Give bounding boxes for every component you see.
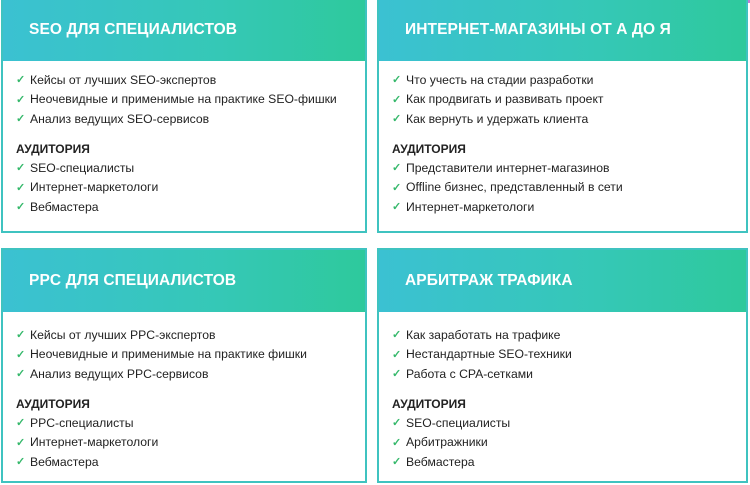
feature-label: Неочевидные и применимые на практике SEO-фишки [30, 92, 337, 107]
feature-list [392, 70, 746, 129]
feature-item [16, 364, 365, 384]
audience-item [392, 432, 746, 452]
audience-list [16, 413, 365, 472]
checkmark-icon: ✓ [392, 348, 402, 361]
card-header [3, 0, 365, 61]
checkmark-icon: ✓ [16, 456, 26, 469]
feature-label: Нестандартные SEO-техники [406, 347, 572, 362]
checkmark-icon: ✓ [392, 329, 402, 342]
feature-item [392, 109, 746, 129]
audience-item [392, 197, 746, 217]
checkmark-icon: ✓ [16, 162, 26, 175]
audience-label: Интернет-маркетологи [406, 199, 535, 214]
feature-list [16, 325, 365, 384]
audience-item [16, 413, 365, 433]
feature-label: Анализ ведущих PPC-сервисов [30, 366, 209, 381]
audience-item [392, 177, 746, 197]
checkmark-icon: ✓ [16, 348, 26, 361]
audience-list [392, 413, 746, 472]
audience-heading: АУДИТОРИЯ [392, 141, 466, 156]
audience-label: Вебмастера [406, 454, 475, 469]
card-header [3, 250, 365, 312]
audience-label: Вебмастера [30, 454, 99, 469]
feature-item [392, 364, 746, 384]
feature-item [16, 70, 365, 90]
feature-label: Кейсы от лучших SEO-экспертов [30, 72, 217, 87]
audience-item [392, 452, 746, 472]
feature-label: Как заработать на трафике [406, 327, 561, 342]
card-title: SEO ДЛЯ СПЕЦИАЛИСТОВ [29, 21, 238, 38]
audience-heading: АУДИТОРИЯ [16, 141, 90, 156]
card-body [3, 312, 365, 472]
feature-item [16, 90, 365, 110]
checkmark-icon: ✓ [16, 113, 26, 126]
feature-item [392, 70, 746, 90]
checkmark-icon: ✓ [392, 181, 402, 194]
checkmark-icon: ✓ [392, 436, 402, 449]
feature-list [392, 325, 746, 384]
feature-label: Анализ ведущих SEO-сервисов [30, 111, 210, 126]
card-ppc [1, 248, 367, 483]
audience-label: Вебмастера [30, 199, 99, 214]
card-arbitrage [377, 248, 748, 483]
audience-item [16, 197, 365, 217]
feature-label: Кейсы от лучших PPC-экспертов [30, 327, 216, 342]
audience-item [16, 432, 365, 452]
feature-label: Как продвигать и развивать проект [406, 92, 604, 107]
audience-label: Арбитражники [406, 435, 488, 450]
feature-label: Что учесть на стадии разработки [406, 72, 594, 87]
card-title: PPC ДЛЯ СПЕЦИАЛИСТОВ [29, 272, 237, 289]
checkmark-icon: ✓ [392, 93, 402, 106]
audience-item [16, 177, 365, 197]
feature-item [392, 325, 746, 345]
audience-label: Интернет-маркетологи [30, 435, 159, 450]
audience-item [16, 452, 365, 472]
checkmark-icon: ✓ [16, 436, 26, 449]
checkmark-icon: ✓ [392, 417, 402, 430]
card-body [379, 61, 746, 217]
card-ecommerce [377, 0, 748, 233]
audience-label: SEO-специалисты [406, 415, 511, 430]
audience-item [392, 158, 746, 178]
audience-item [392, 413, 746, 433]
audience-label: Offline бизнес, представленный в сети [406, 180, 623, 195]
audience-heading: АУДИТОРИЯ [392, 396, 466, 411]
checkmark-icon: ✓ [392, 162, 402, 175]
card-body [3, 61, 365, 217]
card-title: АРБИТРАЖ ТРАФИКА [405, 272, 573, 289]
feature-item [16, 109, 365, 129]
card-title: ИНТЕРНЕТ-МАГАЗИНЫ ОТ А ДО Я [405, 21, 671, 38]
checkmark-icon: ✓ [16, 74, 26, 87]
feature-label: Неочевидные и применимые на практике фишки [30, 347, 307, 362]
feature-item [392, 345, 746, 365]
audience-label: Представители интернет-магазинов [406, 160, 610, 175]
feature-label: Работа с CPA-сетками [406, 366, 533, 381]
audience-label: Интернет-маркетологи [30, 180, 159, 195]
feature-list [16, 70, 365, 129]
checkmark-icon: ✓ [392, 74, 402, 87]
audience-list [392, 158, 746, 217]
audience-label: SEO-специалисты [30, 160, 135, 175]
checkmark-icon: ✓ [16, 368, 26, 381]
checkmark-icon: ✓ [392, 456, 402, 469]
audience-list [16, 158, 365, 217]
checkmark-icon: ✓ [16, 417, 26, 430]
card-body [379, 312, 746, 472]
card-header [379, 0, 746, 61]
checkmark-icon: ✓ [16, 93, 26, 106]
checkmark-icon: ✓ [392, 368, 402, 381]
feature-item [16, 325, 365, 345]
audience-heading: АУДИТОРИЯ [16, 396, 90, 411]
audience-item [16, 158, 365, 178]
checkmark-icon: ✓ [392, 113, 402, 126]
card-seo [1, 0, 367, 233]
checkmark-icon: ✓ [392, 201, 402, 214]
checkmark-icon: ✓ [16, 329, 26, 342]
checkmark-icon: ✓ [16, 181, 26, 194]
audience-label: PPC-специалисты [30, 415, 134, 430]
card-header [379, 250, 746, 312]
checkmark-icon: ✓ [16, 201, 26, 214]
feature-item [392, 90, 746, 110]
feature-item [16, 345, 365, 365]
feature-label: Как вернуть и удержать клиента [406, 111, 589, 126]
